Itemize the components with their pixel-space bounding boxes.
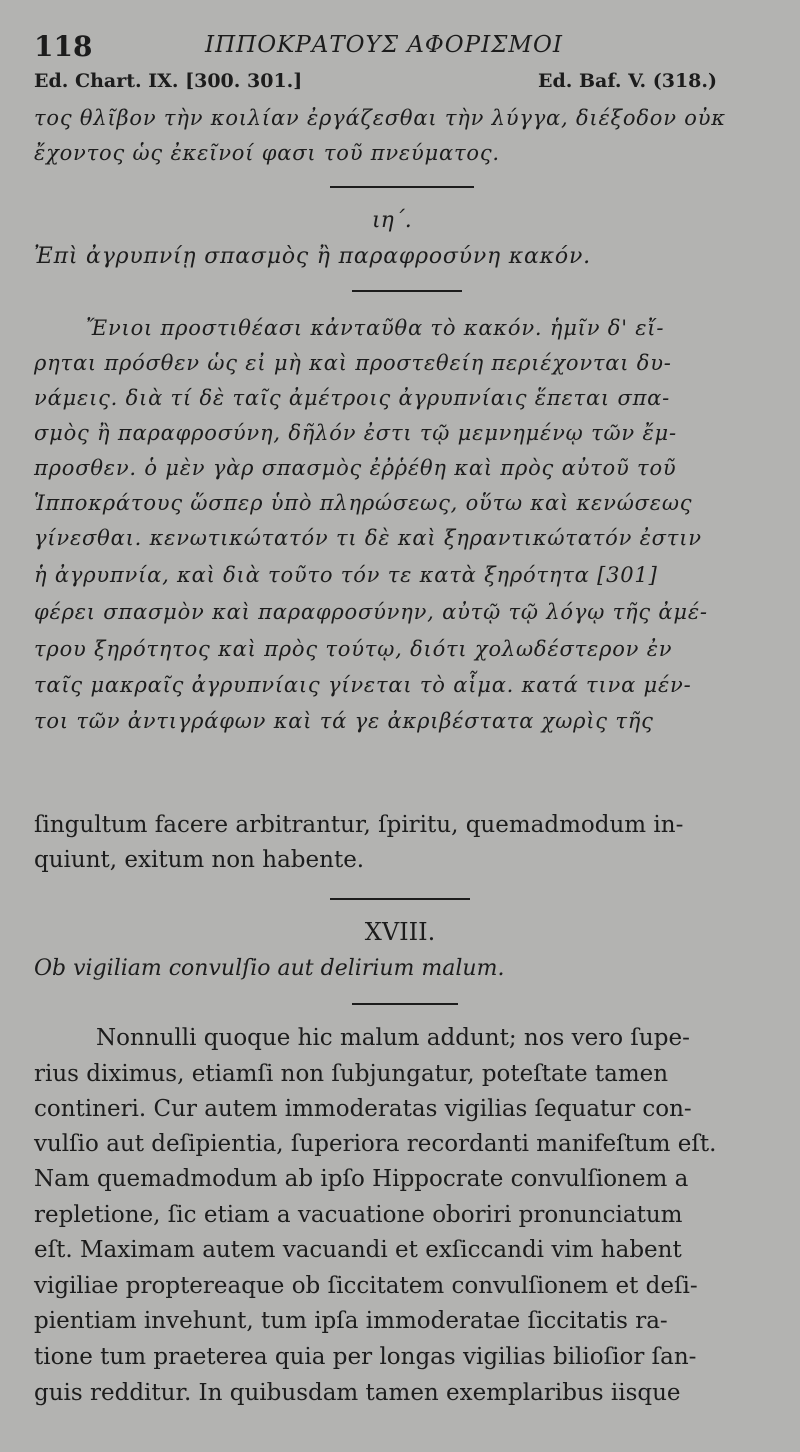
greek-commentary-line: γίνεσθαι. κενωτικώτατόν τι δὲ καὶ ξηραντικώτατόν ἐστιν [34,526,702,550]
greek-commentary-line: προσθεν. ὁ μὲν γὰρ σπασμὸς ἐῤῥέθη καὶ πρὸς αὐτοῦ τοῦ [34,456,677,480]
latin-commentary-line: pientiam invehunt, tum ipſa immoderatae ſiccitatis ra- [34,1308,668,1334]
greek-section-number: ιη΄. [372,208,412,233]
greek-commentary-line: σμὸς ἢ παραφροσύνη, δῆλόν ἐστι τῷ μεμνημένῳ τῶν ἔμ- [34,421,677,445]
latin-commentary-line: contineri. Cur autem immoderatas vigilias ſequatur con- [34,1096,692,1122]
latin-commentary-line: repletione, ſic etiam a vacuatione oboriri pronunciatum [34,1202,683,1228]
greek-commentary-line: Ἔνιοι προστιθέασι κἀνταῦθα τὸ κακόν. ἡμῖν δ' εἴ- [86,316,665,340]
greek-commentary-line: φέρει σπασμὸν καὶ παραφροσύνην, αὐτῷ τῷ λόγῳ τῆς ἀμέ- [34,600,708,624]
greek-commentary-line: Ἱπποκράτους ὥσπερ ὑπὸ πληρώσεως, οὕτω καὶ κενώσεως [34,491,693,515]
section-divider [352,1003,458,1005]
latin-carry-line: quiunt, exitum non habente. [34,847,365,873]
section-divider [330,898,470,900]
latin-commentary-line: Nam quemadmodum ab ipſo Hippocrate convulſionem a [34,1166,689,1192]
section-divider [330,186,474,188]
latin-commentary-line: eſt. Maximam autem vacuandi et exſiccandi vim habent [34,1237,682,1263]
greek-aphorism: Ἐπὶ ἀγρυπνίῃ σπασμὸς ἢ παραφροσύνη κακόν. [34,244,591,269]
latin-aphorism: Ob vigiliam convulſio aut delirium malum. [34,956,505,981]
latin-commentary-line: rius diximus, etiamſi non ſubjungatur, poteſtate tamen [34,1061,669,1087]
latin-commentary-line: guis redditur. In quibusdam tamen exemplaribus iisque [34,1380,681,1406]
latin-commentary-line: Nonnulli quoque hic malum addunt; nos vero ſupe- [96,1025,690,1051]
section-divider [352,290,462,292]
page-number: 118 [34,30,93,63]
running-title: ΙΠΠΟΚΡΑΤΟΥΣ ΑΦΟΡΙΣΜΟΙ [205,32,563,58]
greek-commentary-line: τοι τῶν ἀντιγράφων καὶ τά γε ἀκριβέστατα χωρὶς τῆς [34,709,654,733]
greek-carry-line: τος θλῖβον τὴν κοιλίαν ἐργάζεσθαι τὴν λύγγα, διέξοδον οὐκ [34,106,726,130]
latin-commentary-line: tione tum praeterea quia per longas vigilias bilioſior ſan- [34,1344,697,1370]
greek-commentary-line: νάμεις. διὰ τί δὲ ταῖς ἀμέτροις ἀγρυπνίαις ἕπεται σπα- [34,386,671,410]
greek-carry-line: ἔχοντος ὡς ἐκεῖνοί φασι τοῦ πνεύματος. [34,141,500,165]
edition-reference-left: Ed. Chart. IX. [300. 301.] [34,70,303,92]
greek-commentary-line: ταῖς μακραῖς ἀγρυπνίαις γίνεται τὸ αἷμα. κατά τινα μέν- [34,673,692,697]
greek-commentary-line: τρου ξηρότητος καὶ πρὸς τούτῳ, διότι χολωδέστερον ἐν [34,637,673,661]
greek-commentary-line: ρηται πρόσθεν ὡς εἰ μὴ καὶ προστεθείη περιέχονται δυ- [34,351,672,375]
greek-commentary-line: ἡ ἀγρυπνία, καὶ διὰ τοῦτο τόν τε κατὰ ξηρότητα [301] [34,563,658,587]
latin-carry-line: ſingultum facere arbitrantur, ſpiritu, quemadmodum in- [34,812,684,838]
latin-commentary-line: vulſio aut deſipientia, ſuperiora recordanti manifeſtum eſt. [34,1131,717,1157]
edition-reference-right: Ed. Baf. V. (318.) [538,70,717,92]
latin-commentary-line: vigiliae proptereaque ob ſiccitatem convulſionem et deſi- [34,1273,698,1299]
latin-section-number: XVIII. [364,918,436,946]
